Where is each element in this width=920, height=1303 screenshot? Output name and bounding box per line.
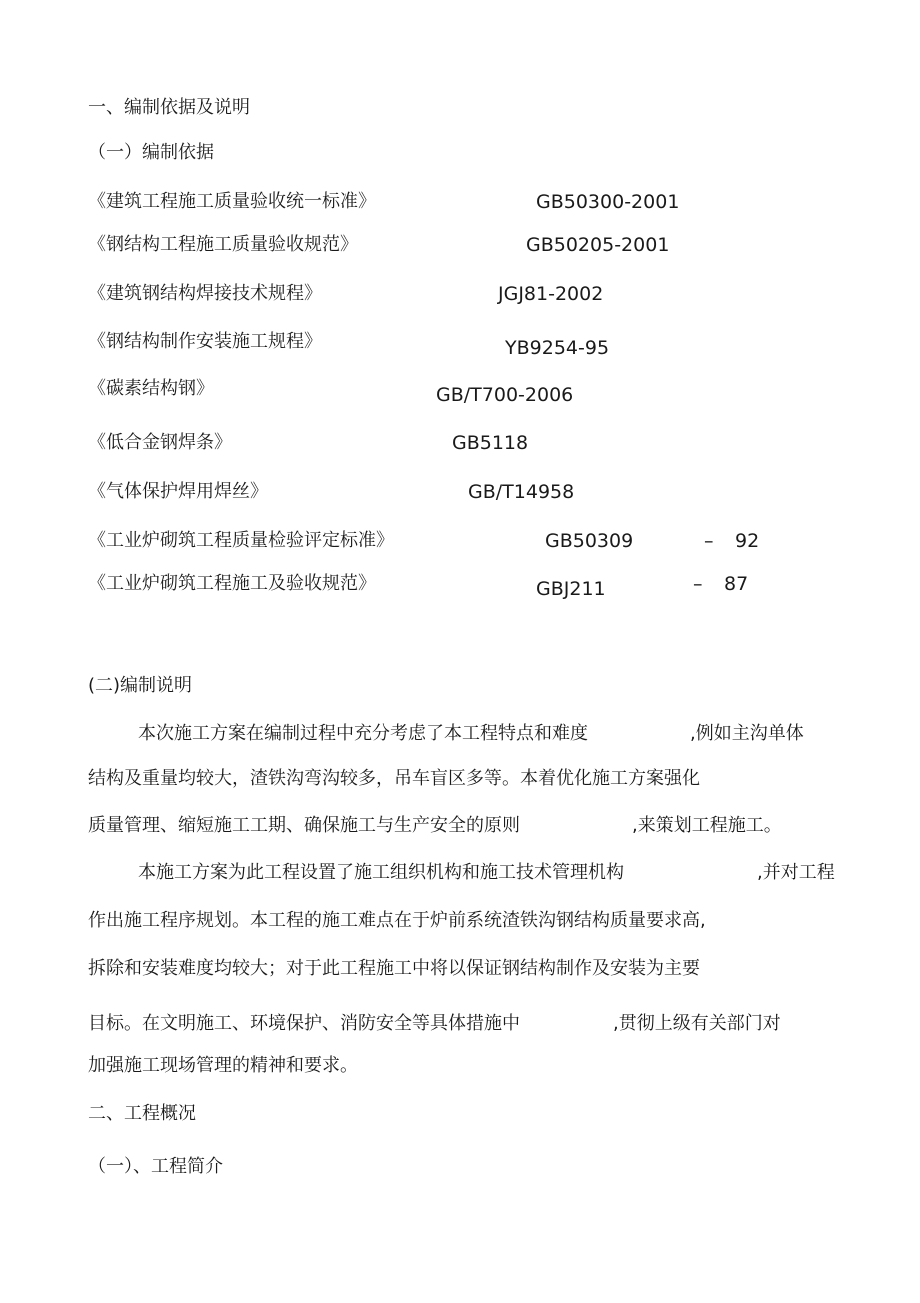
subsection-basis-heading: （一）编制依据 xyxy=(88,142,214,163)
standard-code: YB9254-95 xyxy=(505,337,610,359)
standard-code: GB50300-2001 xyxy=(536,191,680,213)
subsection-notes-heading: (二)编制说明 xyxy=(88,675,193,696)
standard-code: GB5118 xyxy=(452,432,529,454)
standard-dash: – xyxy=(704,530,714,552)
standard-name: 《低合金钢焊条》 xyxy=(88,432,232,453)
standard-name: 《钢结构工程施工质量验收规范》 xyxy=(88,234,358,255)
paragraph-line: 本次施工方案在编制过程中充分考虑了本工程特点和难度 xyxy=(138,723,588,744)
standard-dash: – xyxy=(693,573,703,595)
standard-year: 87 xyxy=(724,573,749,595)
paragraph-line: 结构及重量均较大，渣铁沟弯沟较多，吊车盲区多等。本着优化施工方案强化 xyxy=(88,768,700,789)
paragraph-line: 本施工方案为此工程设置了施工组织机构和施工技术管理机构 xyxy=(138,862,624,883)
standard-code: GB/T700-2006 xyxy=(436,384,574,406)
standard-name: 《工业炉砌筑工程质量检验评定标准》 xyxy=(88,530,394,551)
paragraph-line: 拆除和安装难度均较大；对于此工程施工中将以保证钢结构制作及安装为主要 xyxy=(88,958,700,979)
standard-code: GB50205-2001 xyxy=(526,234,670,256)
standard-name: 《建筑钢结构焊接技术规程》 xyxy=(88,283,322,304)
paragraph-line: ,贯彻上级有关部门对 xyxy=(613,1013,781,1034)
section-2-heading: 二、工程概况 xyxy=(88,1103,196,1124)
paragraph-line: 质量管理、缩短施工工期、确保施工与生产安全的原则 xyxy=(88,815,520,836)
standard-code: GBJ211 xyxy=(536,578,606,600)
paragraph-line: 加强施工现场管理的精神和要求。 xyxy=(88,1055,358,1076)
paragraph-line: ,例如主沟单体 xyxy=(690,723,804,744)
standard-code: GB/T14958 xyxy=(468,481,575,503)
standard-name: 《气体保护焊用焊丝》 xyxy=(88,481,268,502)
standard-year: 92 xyxy=(735,530,760,552)
section-1-heading: 一、编制依据及说明 xyxy=(88,97,250,118)
standard-name: 《钢结构制作安装施工规程》 xyxy=(88,331,322,352)
standard-name: 《建筑工程施工质量验收统一标准》 xyxy=(88,191,376,212)
paragraph-line: 目标。在文明施工、环境保护、消防安全等具体措施中 xyxy=(88,1013,520,1034)
standard-code: GB50309 xyxy=(545,530,634,552)
standard-name: 《碳素结构钢》 xyxy=(88,378,214,399)
paragraph-line: 作出施工程序规划。本工程的施工难点在于炉前系统渣铁沟钢结构质量要求高, xyxy=(88,910,706,931)
standard-code: JGJ81-2002 xyxy=(498,283,604,305)
subsection-intro-heading: （一）、工程简介 xyxy=(88,1156,223,1177)
paragraph-line: ,并对工程 xyxy=(757,862,835,883)
standard-name: 《工业炉砌筑工程施工及验收规范》 xyxy=(88,573,376,594)
paragraph-line: ,来策划工程施工。 xyxy=(632,815,782,836)
